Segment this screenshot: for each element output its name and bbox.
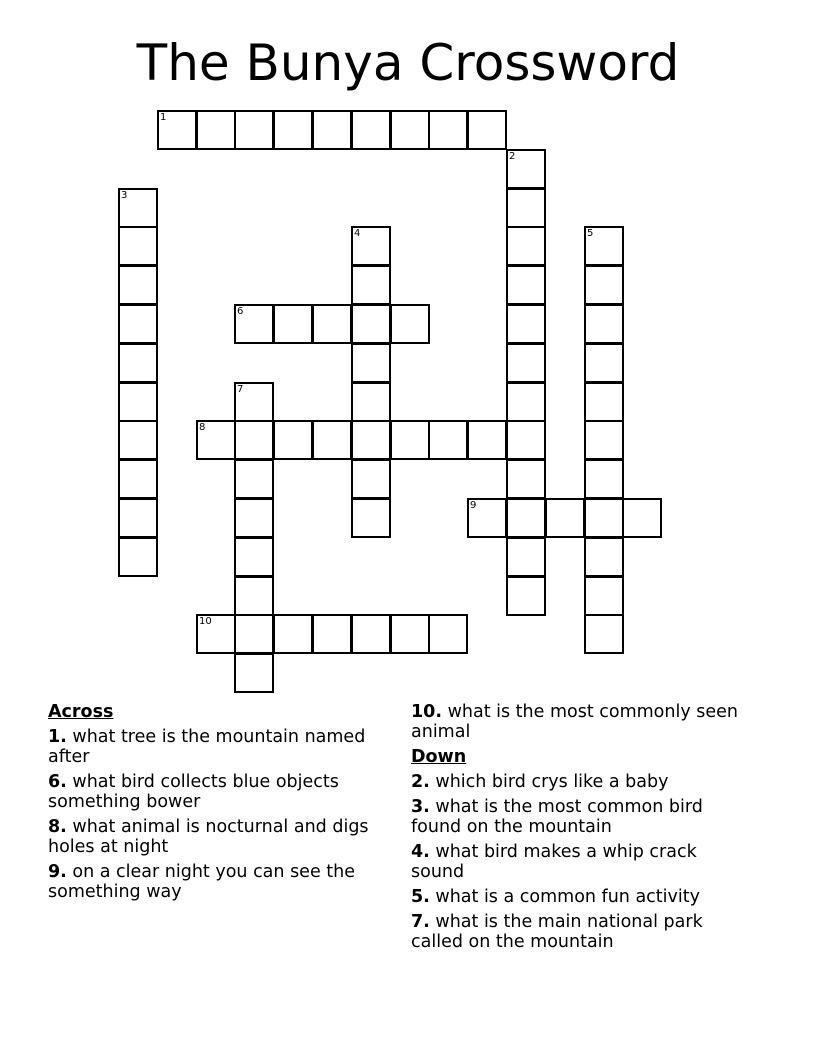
- cell-number: 5: [587, 228, 594, 239]
- grid-cell[interactable]: [234, 498, 274, 538]
- grid-cell[interactable]: [584, 420, 624, 460]
- grid-cell[interactable]: [351, 343, 391, 383]
- grid-cell[interactable]: [234, 382, 274, 422]
- cell-number: 6: [237, 306, 244, 317]
- cell-number: 2: [509, 151, 516, 162]
- clue-across-6: [48, 772, 388, 812]
- grid-cell[interactable]: [428, 110, 468, 150]
- clue-number: 3.: [411, 797, 430, 817]
- grid-cell[interactable]: [584, 382, 624, 422]
- grid-cell[interactable]: [506, 188, 546, 228]
- grid-cell[interactable]: [506, 304, 546, 344]
- clue-across-8: [48, 817, 388, 857]
- grid-cell[interactable]: [273, 420, 313, 460]
- grid-cell[interactable]: [118, 304, 158, 344]
- grid-cell[interactable]: [118, 343, 158, 383]
- clue-down-2: [411, 772, 751, 792]
- clue-down-3: [411, 797, 751, 837]
- grid-cell[interactable]: [506, 382, 546, 422]
- grid-cell[interactable]: [312, 110, 352, 150]
- grid-cell[interactable]: [196, 420, 236, 460]
- clue-across-1: [48, 727, 388, 767]
- grid-cell[interactable]: [428, 420, 468, 460]
- grid-cell[interactable]: [390, 110, 430, 150]
- clue-down-4: [411, 842, 751, 882]
- clue-text: what is the most commonly seen animal: [411, 702, 738, 742]
- clues-column-left: [48, 702, 388, 907]
- cell-number: 7: [237, 384, 244, 395]
- grid-cell[interactable]: [390, 614, 430, 654]
- clue-down-7: [411, 912, 751, 952]
- clue-text: what is a common fun activity: [429, 887, 700, 907]
- grid-cell[interactable]: [312, 304, 352, 344]
- grid-cell[interactable]: [118, 382, 158, 422]
- page-title: The Bunya Crossword: [136, 34, 680, 92]
- grid-cell[interactable]: [234, 110, 274, 150]
- grid-cell[interactable]: [351, 498, 391, 538]
- clue-number: 5.: [411, 887, 430, 907]
- grid-cell[interactable]: [428, 614, 468, 654]
- clues-column-right: [411, 702, 751, 957]
- grid-cell[interactable]: [351, 304, 391, 344]
- grid-cell[interactable]: [273, 304, 313, 344]
- clue-text: what bird collects blue objects something bower: [48, 772, 339, 812]
- grid-cell[interactable]: [506, 537, 546, 577]
- grid-cell[interactable]: [273, 614, 313, 654]
- cell-number: 3: [121, 190, 128, 201]
- clue-text: which bird crys like a baby: [429, 772, 669, 792]
- grid-cell[interactable]: [234, 304, 274, 344]
- grid-cell[interactable]: [545, 498, 585, 538]
- grid-cell[interactable]: [467, 420, 507, 460]
- grid-cell[interactable]: [506, 459, 546, 499]
- grid-cell[interactable]: [584, 614, 624, 654]
- grid-cell[interactable]: [196, 614, 236, 654]
- grid-cell[interactable]: [196, 110, 236, 150]
- grid-cell[interactable]: [584, 498, 624, 538]
- grid-cell[interactable]: [234, 614, 274, 654]
- grid-cell[interactable]: [506, 343, 546, 383]
- grid-cell[interactable]: [506, 498, 546, 538]
- grid-cell[interactable]: [584, 265, 624, 305]
- grid-cell[interactable]: [506, 226, 546, 266]
- grid-cell[interactable]: [390, 420, 430, 460]
- clue-text: what tree is the mountain named after: [48, 727, 366, 767]
- clue-number: 9.: [48, 862, 67, 882]
- grid-cell[interactable]: [118, 265, 158, 305]
- clue-text: on a clear night you can see the something way: [48, 862, 355, 902]
- grid-cell[interactable]: [351, 614, 391, 654]
- grid-cell[interactable]: [584, 537, 624, 577]
- grid-cell[interactable]: [351, 459, 391, 499]
- grid-cell[interactable]: [234, 576, 274, 616]
- grid-cell[interactable]: [118, 459, 158, 499]
- grid-cell[interactable]: [234, 459, 274, 499]
- grid-cell[interactable]: [234, 537, 274, 577]
- grid-cell[interactable]: [351, 110, 391, 150]
- grid-cell[interactable]: [506, 576, 546, 616]
- clue-number: 6.: [48, 772, 67, 792]
- clue-across-10: [411, 702, 751, 742]
- cell-number: 1: [160, 112, 167, 123]
- grid-cell[interactable]: [351, 382, 391, 422]
- grid-cell[interactable]: [118, 498, 158, 538]
- grid-cell[interactable]: [584, 576, 624, 616]
- cell-number: 4: [354, 228, 361, 239]
- grid-cell[interactable]: [584, 343, 624, 383]
- grid-cell[interactable]: [118, 226, 158, 266]
- grid-cell[interactable]: [157, 110, 197, 150]
- clue-down-5: [411, 887, 751, 907]
- down-heading: Down: [411, 747, 467, 767]
- clue-text: what is the main national park called on the mountain: [411, 912, 703, 952]
- grid-cell[interactable]: [390, 304, 430, 344]
- grid-cell[interactable]: [118, 537, 158, 577]
- grid-cell[interactable]: [506, 420, 546, 460]
- clue-text: what bird makes a whip crack sound: [411, 842, 697, 882]
- grid-cell[interactable]: [234, 420, 274, 460]
- clue-number: 1.: [48, 727, 67, 747]
- grid-cell[interactable]: [351, 265, 391, 305]
- clue-text: what is the most common bird found on the mountain: [411, 797, 703, 837]
- clue-number: 10.: [411, 702, 443, 722]
- cell-number: 8: [199, 422, 206, 433]
- grid-cell[interactable]: [118, 420, 158, 460]
- grid-cell[interactable]: [506, 265, 546, 305]
- grid-cell[interactable]: [234, 653, 274, 693]
- grid-cell[interactable]: [118, 188, 158, 228]
- grid-cell[interactable]: [584, 226, 624, 266]
- grid-cell[interactable]: [351, 420, 391, 460]
- grid-cell[interactable]: [622, 498, 662, 538]
- grid-cell[interactable]: [584, 459, 624, 499]
- clue-number: 7.: [411, 912, 430, 932]
- cell-number: 10: [199, 616, 212, 627]
- clue-text: what animal is nocturnal and digs holes at night: [48, 817, 369, 857]
- grid-cell[interactable]: [506, 149, 546, 189]
- grid-cell[interactable]: [312, 614, 352, 654]
- grid-cell[interactable]: [273, 110, 313, 150]
- clue-number: 8.: [48, 817, 67, 837]
- clue-number: 2.: [411, 772, 430, 792]
- grid-cell[interactable]: [351, 226, 391, 266]
- grid-cell[interactable]: [467, 110, 507, 150]
- clue-number: 4.: [411, 842, 430, 862]
- grid-cell[interactable]: [584, 304, 624, 344]
- across-heading: Across: [48, 702, 114, 722]
- grid-cell[interactable]: [467, 498, 507, 538]
- clue-across-9: [48, 862, 388, 902]
- grid-cell[interactable]: [312, 420, 352, 460]
- cell-number: 9: [470, 500, 477, 511]
